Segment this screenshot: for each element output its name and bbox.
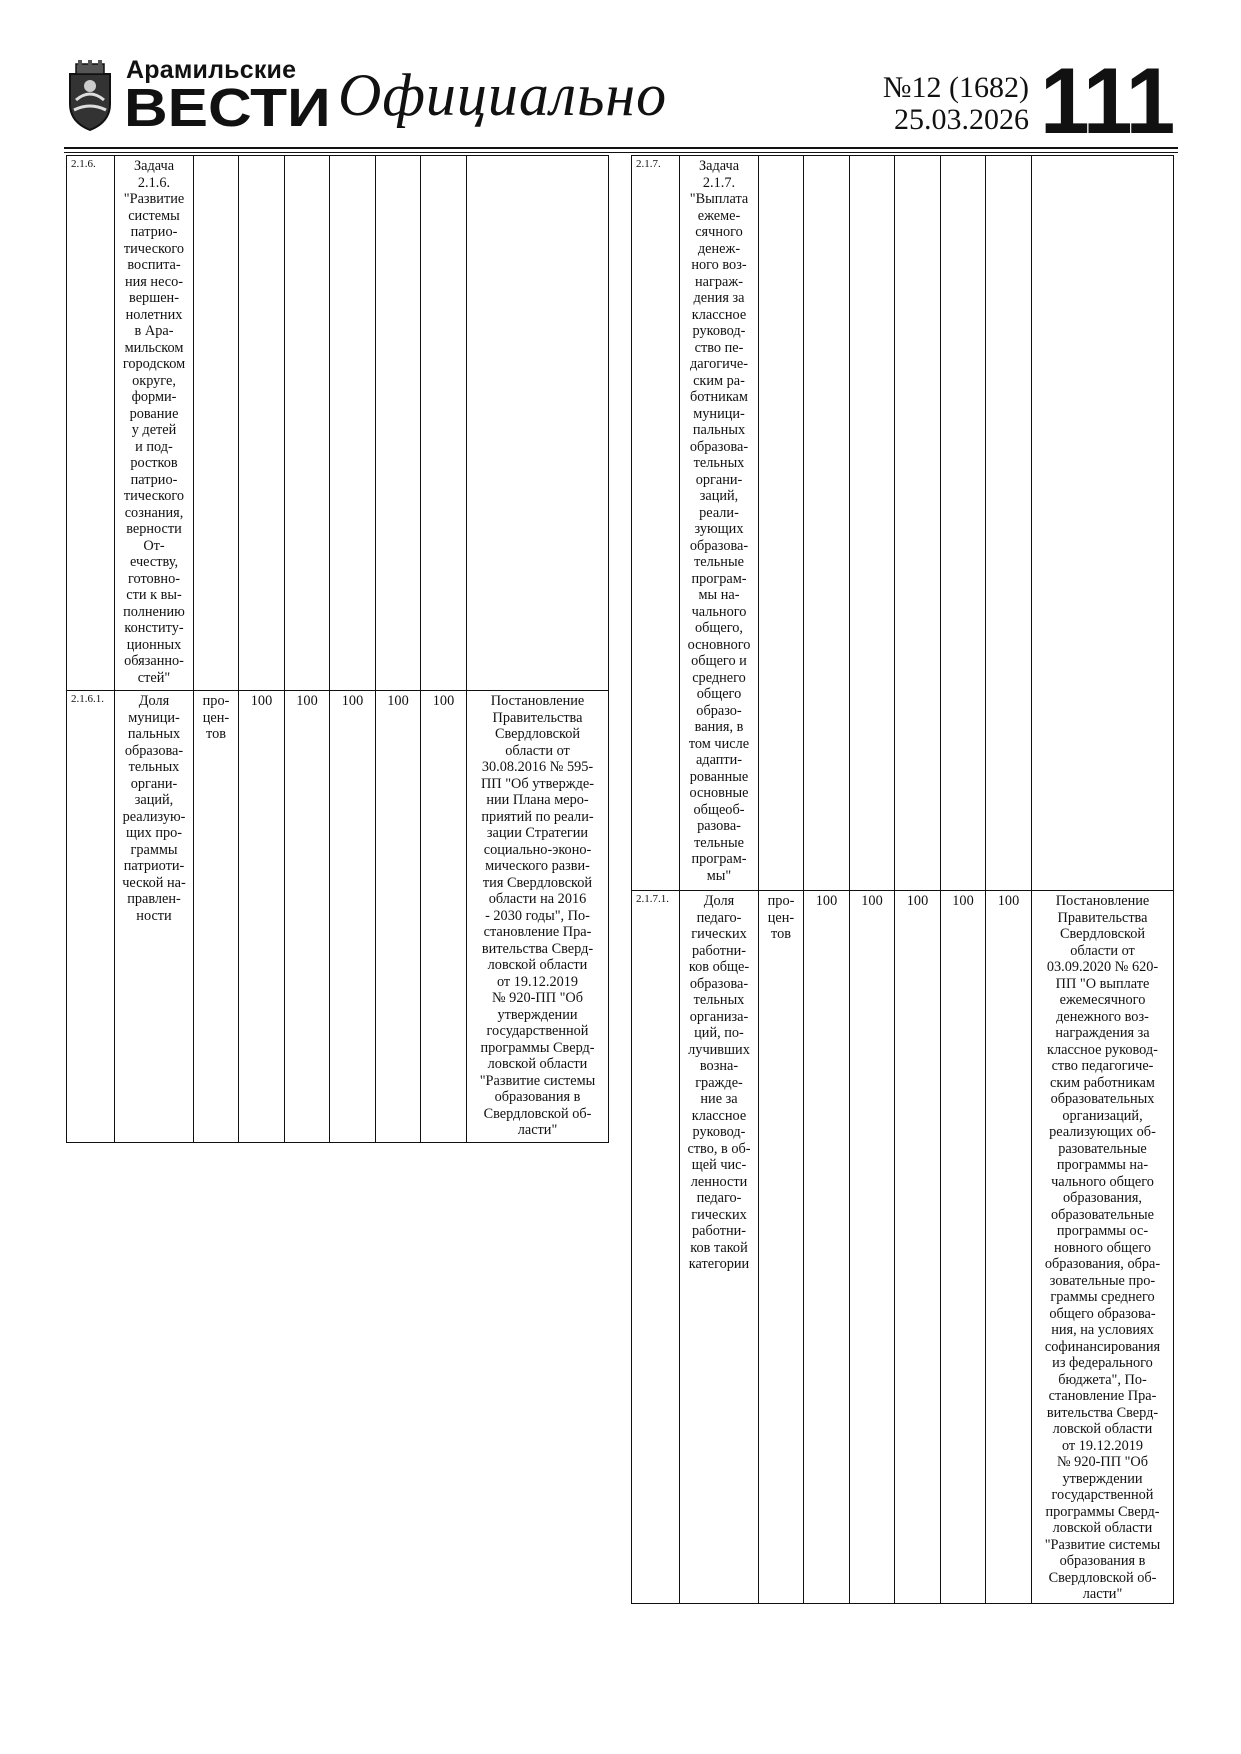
value-cell: 100	[239, 691, 285, 1143]
value-cell: 100	[895, 891, 941, 1604]
basis-text: Постановление Правительства Свердловской области от 03.09.2020 № 620- ПП "О выплате ежемесячного денежного воз- награждения за классное руковод- ство педагогиче- ским работникам образовательных организаций, реализующих об- разовательные программы на- чального общего образования, образовательные программы ос- новного общего образования, обра- зовательные про- граммы среднего общего образова- ния, на условиях софинансирования из федерального бюджета", По- становление Пра- вительства Сверд- ловской области от 19.12.2019 № 920-ПП "Об утверждении государственной программы Сверд- ловской области "Развитие системы образования в Свердловской об- ласти"	[1032, 891, 1174, 1604]
indicator-text: Доля муници- пальных образова- тельных органи- заций, реализую- щих про- граммы патриоти- ческой на- правлен- ности	[115, 691, 194, 1143]
value-cell: 100	[376, 691, 421, 1143]
task-text: Задача 2.1.7. "Выплата ежеме- сячного денеж- ного воз- награж- дения за классное руковод- ство пе- дагогиче- ским ра- ботникам муници- пальных образова- тельных органи- заций, реали- зующих образова- тельные програм- мы на- чального общего, основного общего и среднего общего образо- вания, в том числе адапти- рованные основные общеоб- разова- тельные програм- мы"	[680, 156, 759, 891]
unit-cell: про- цен- тов	[194, 691, 239, 1143]
empty-cell	[895, 156, 941, 891]
issue-date: 25.03.2026	[894, 103, 1029, 136]
empty-cell	[330, 156, 376, 691]
empty-cell	[421, 156, 467, 691]
issue-info	[883, 72, 1029, 136]
city-emblem-icon	[64, 60, 116, 132]
value-cell: 100	[986, 891, 1032, 1604]
page-number: 111	[1040, 48, 1174, 153]
left-table	[66, 155, 609, 1143]
right-table	[631, 155, 1174, 1604]
task-text: Задача 2.1.6. "Развитие системы патрио- тического воспита- ния несо- вершен- нолетних в Ара- мильском городском округе, форми- рование у детей и под- ростков патрио- тического сознания, верности От- ечеству, готовно- сти к вы- полнению конститу- ционных обязанно- стей"	[115, 156, 194, 691]
table-row	[67, 691, 609, 1143]
value-cell: 100	[941, 891, 986, 1604]
section-title: Официально	[338, 62, 668, 128]
empty-cell	[759, 156, 804, 891]
empty-cell	[941, 156, 986, 891]
value-cell: 100	[330, 691, 376, 1143]
header-rule	[64, 147, 1178, 149]
empty-cell	[850, 156, 895, 891]
newspaper-logo	[64, 56, 331, 138]
row-number: 2.1.6.	[67, 156, 115, 691]
table-row	[632, 891, 1174, 1604]
empty-cell	[239, 156, 285, 691]
logo-main-text: ВЕСТИ	[124, 78, 331, 138]
unit-cell: про- цен- тов	[759, 891, 804, 1604]
row-number: 2.1.7.1.	[632, 891, 680, 1604]
row-number: 2.1.7.	[632, 156, 680, 891]
value-cell: 100	[804, 891, 850, 1604]
empty-cell	[1032, 156, 1174, 891]
empty-cell	[986, 156, 1032, 891]
row-number: 2.1.6.1.	[67, 691, 115, 1143]
empty-cell	[467, 156, 609, 691]
header-rule-thin	[64, 152, 1178, 153]
basis-text: Постановление Правительства Свердловской области от 30.08.2016 № 595- ПП "Об утвержде- нии Плана меро- приятий по реали- зации Стратегии социально-эконо- мического разви- тия Свердловской области на 2016 - 2030 годы", По- становление Пра- вительства Сверд- ловской области от 19.12.2019 № 920-ПП "Об утверждении государственной программы Сверд- ловской области "Развитие системы образования в Свердловской об- ласти"	[467, 691, 609, 1143]
empty-cell	[376, 156, 421, 691]
value-cell: 100	[285, 691, 330, 1143]
empty-cell	[804, 156, 850, 891]
indicator-text: Доля педаго- гических работни- ков обще- образова- тельных организа- ций, по- лучивших возна- гражде- ние за классное руковод- ство, в об- щей чис- ленности педаго- гических работни- ков такой категории	[680, 891, 759, 1604]
logo-top-text: Арамильские	[126, 56, 297, 84]
empty-cell	[285, 156, 330, 691]
value-cell: 100	[421, 691, 467, 1143]
table-row	[67, 156, 609, 691]
empty-cell	[194, 156, 239, 691]
table-row	[632, 156, 1174, 891]
value-cell: 100	[850, 891, 895, 1604]
issue-number: №12 (1682)	[882, 71, 1029, 104]
